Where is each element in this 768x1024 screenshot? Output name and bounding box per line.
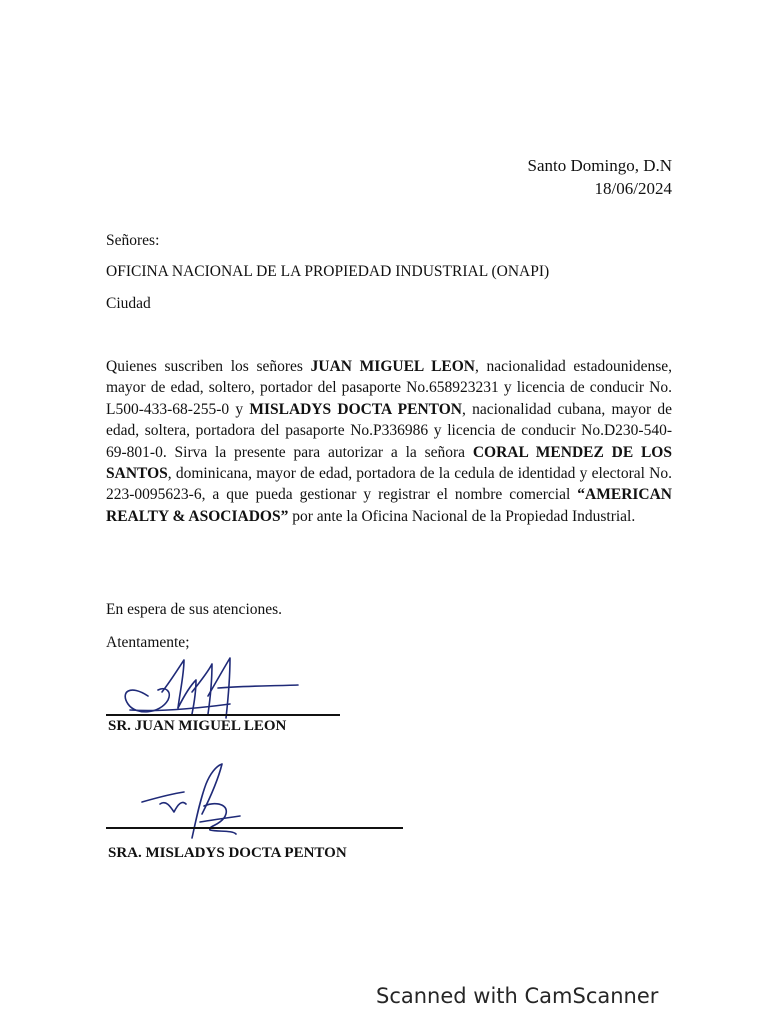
addressee-organization: OFICINA NACIONAL DE LA PROPIEDAD INDUSTRIAL (ONAPI) (106, 263, 550, 280)
signatory-name-1: SR. JUAN MIGUEL LEON (108, 718, 287, 734)
camscanner-watermark: Scanned with CamScanner (376, 984, 659, 1008)
name-coral-mendez: CORAL MENDEZ DE LOS SANTOS (106, 443, 672, 483)
body-text-1: Quienes suscriben los señores (106, 358, 311, 375)
signatory-name-2: SRA. MISLADYS DOCTA PENTON (108, 845, 347, 861)
salutation: Señores: (106, 232, 160, 249)
signature-line-2 (106, 827, 403, 829)
closing-line: En espera de sus atenciones. (106, 601, 283, 618)
name-misladys-docta-penton: MISLADYS DOCTA PENTON (249, 400, 462, 418)
body-text-4: , dominicana, mayor de edad, portadora de la cedula de identidad y electoral No. 223-0095623-6, a que pueda gestionar y registrar el nombre comercial (106, 465, 672, 504)
signature-line-1 (106, 714, 340, 716)
name-juan-miguel-leon: JUAN MIGUEL LEON (310, 358, 475, 375)
addressee-city: Ciudad (106, 295, 151, 312)
sign-off: Atentamente; (106, 634, 190, 651)
body-text-2: , nacionalidad estadounidense, mayor de edad, soltero, portador del pasaporte No.658923231 y licencia de conducir No. L500-433-68-255-0 y (106, 358, 672, 418)
body-text-3: , nacionalidad cubana, mayor de edad, soltera, portadora del pasaporte No.P336986 y licencia de conducir No.D230-540-69-801-0. Sirva la presente para autorizar a la señora (106, 400, 672, 461)
trade-name: “AMERICAN REALTY & ASOCIADOS” (106, 486, 672, 525)
body-text-5: por ante la Oficina Nacional de la Propiedad Industrial. (288, 507, 636, 525)
body-paragraph (106, 356, 672, 527)
place-date-block (528, 154, 673, 200)
date: 18/06/2024 (594, 179, 672, 198)
place: Santo Domingo, D.N (527, 156, 672, 175)
